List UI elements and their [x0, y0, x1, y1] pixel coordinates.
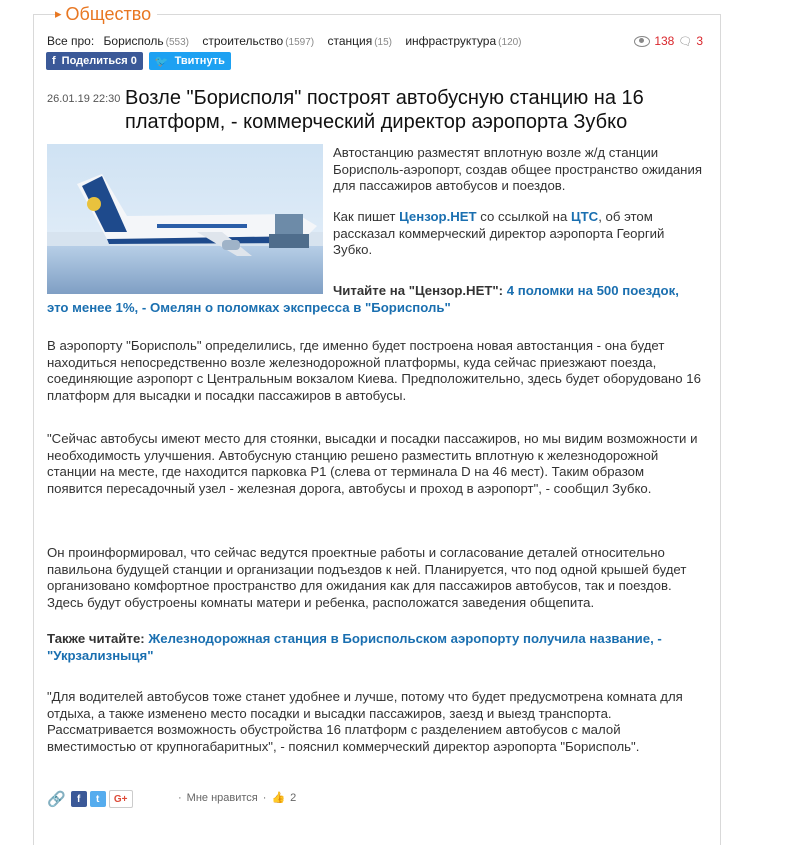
article-stats: [634, 34, 703, 48]
share-buttons: [46, 52, 231, 70]
footer-share: [47, 790, 133, 808]
read-also-block: [47, 283, 703, 316]
comments-count[interactable]: 3: [696, 34, 703, 48]
thumbs-up-icon[interactable]: 👍: [271, 791, 286, 804]
tag-link[interactable]: Борисполь (553): [103, 34, 189, 48]
like-label[interactable]: Мне нравится: [186, 791, 258, 804]
source-link-censor[interactable]: Цензор.НЕТ: [399, 209, 477, 224]
paragraph-4: "Сейчас автобусы имеют место для стоянки, высадки и посадки пассажиров, но мы видим возможности и необходимость улучшения. Автобусную станцию решено разместить вплотную к железнодорожной станции на месте, где находится парковка Р1 (слева от терминала D на 46 мест). Таким образом появится пересадочный узел - железная дорога, автобусы и проход в аэропорт", - сообщил Зубко.: [47, 431, 698, 496]
like-count: 2: [290, 791, 297, 804]
also-read-block: [47, 631, 703, 664]
source-link-cts[interactable]: ЦТС: [570, 209, 599, 224]
also-read-link[interactable]: Железнодорожная станция в Бориспольском аэропорту получила название, - "Укрзализныця": [47, 631, 662, 663]
tag-link[interactable]: инфраструктура (120): [405, 34, 522, 48]
article-photo: [47, 144, 323, 294]
paragraph-3: В аэропорту "Борисполь" определились, где именно будет построена новая автостанция - она будет находиться непосредственно возле железнодорожной платформы, куда сейчас приезжают поезда, соединяющие аэропорт с Центральным вокзалом Киева. Предположительно, здесь будет оборудовано 16 платформ для высадки и посадки пассажиров в автобусы.: [47, 338, 701, 403]
arrow-right-icon: ▸: [55, 6, 62, 22]
paragraph-6: "Для водителей автобусов тоже станет удобнее и лучше, потому что будет предусмотрена комната для отдыха, а также изменено место посадки и высадки пассажиров, заезд и выезд транспорта. Рассматривается возможность обустройства 16 платформ с разделением автобусов с малой вместимостью от крупногабаритных", - пояснил коммерческий директор аэропорта "Борисполь".: [47, 689, 683, 754]
article-date: 26.01.19 22:30: [47, 93, 121, 105]
article-title: Возле "Борисполя" построят автобусную станцию на 16 платформ, - коммерческий директор аэропорта Зубко: [125, 87, 644, 133]
tag-link[interactable]: строительство (1597): [202, 34, 315, 48]
link-icon[interactable]: 🔗: [47, 790, 66, 808]
airplane-image: [47, 144, 323, 294]
eye-icon: [634, 36, 650, 47]
lead-paragraph: Автостанцию разместят вплотную возле ж/д станции Борисполь-аэропорт, создав общее пространство ожидания для пассажиров автобусов и поездов.: [333, 145, 702, 193]
section-header[interactable]: [55, 2, 157, 26]
twitter-share-button[interactable]: 🐦 Твитнуть: [149, 52, 231, 70]
read-also-label: Читайте на "Цензор.НЕТ":: [333, 283, 504, 298]
tag-link[interactable]: станция (15): [327, 34, 392, 48]
comment-icon[interactable]: 🗨: [678, 34, 693, 48]
tags-label: Все про:: [47, 34, 95, 48]
read-also-link[interactable]: 4 поломки на 500 поездок, это менее 1%, - Омелян о поломках экспресса в "Борисполь": [47, 283, 679, 315]
twitter-icon: 🐦: [154, 55, 169, 68]
like-block[interactable]: [178, 791, 296, 804]
dot-separator: ·: [178, 791, 182, 804]
views-count: 138: [654, 34, 675, 48]
google-plus-icon[interactable]: G+: [109, 790, 133, 808]
facebook-icon[interactable]: f: [71, 791, 87, 807]
facebook-icon: f: [52, 55, 56, 67]
dot-separator: ·: [262, 791, 267, 804]
tags-bar: [47, 34, 532, 48]
section-title[interactable]: Общество: [65, 3, 152, 24]
source-paragraph: Как пишет Цензор.НЕТ со ссылкой на ЦТС, об этом рассказал коммерческий директор аэропорта Георгий Зубко.: [333, 209, 665, 257]
facebook-share-button[interactable]: f Поделиться 0: [46, 52, 143, 70]
twitter-icon[interactable]: t: [90, 791, 106, 807]
paragraph-5: Он проинформировал, что сейчас ведутся проектные работы и согласование деталей относительно павильона будущей станции и организации подъездов к ней. Планируется, что под одной крышей будет организовано комфортное пространство для ожидания как для пассажиров автобусов, так и поездов. Здесь будут обустроены комнаты матери и ребенка, расположатся заведения общепита.: [47, 545, 687, 610]
also-read-label: Также читайте:: [47, 631, 145, 646]
